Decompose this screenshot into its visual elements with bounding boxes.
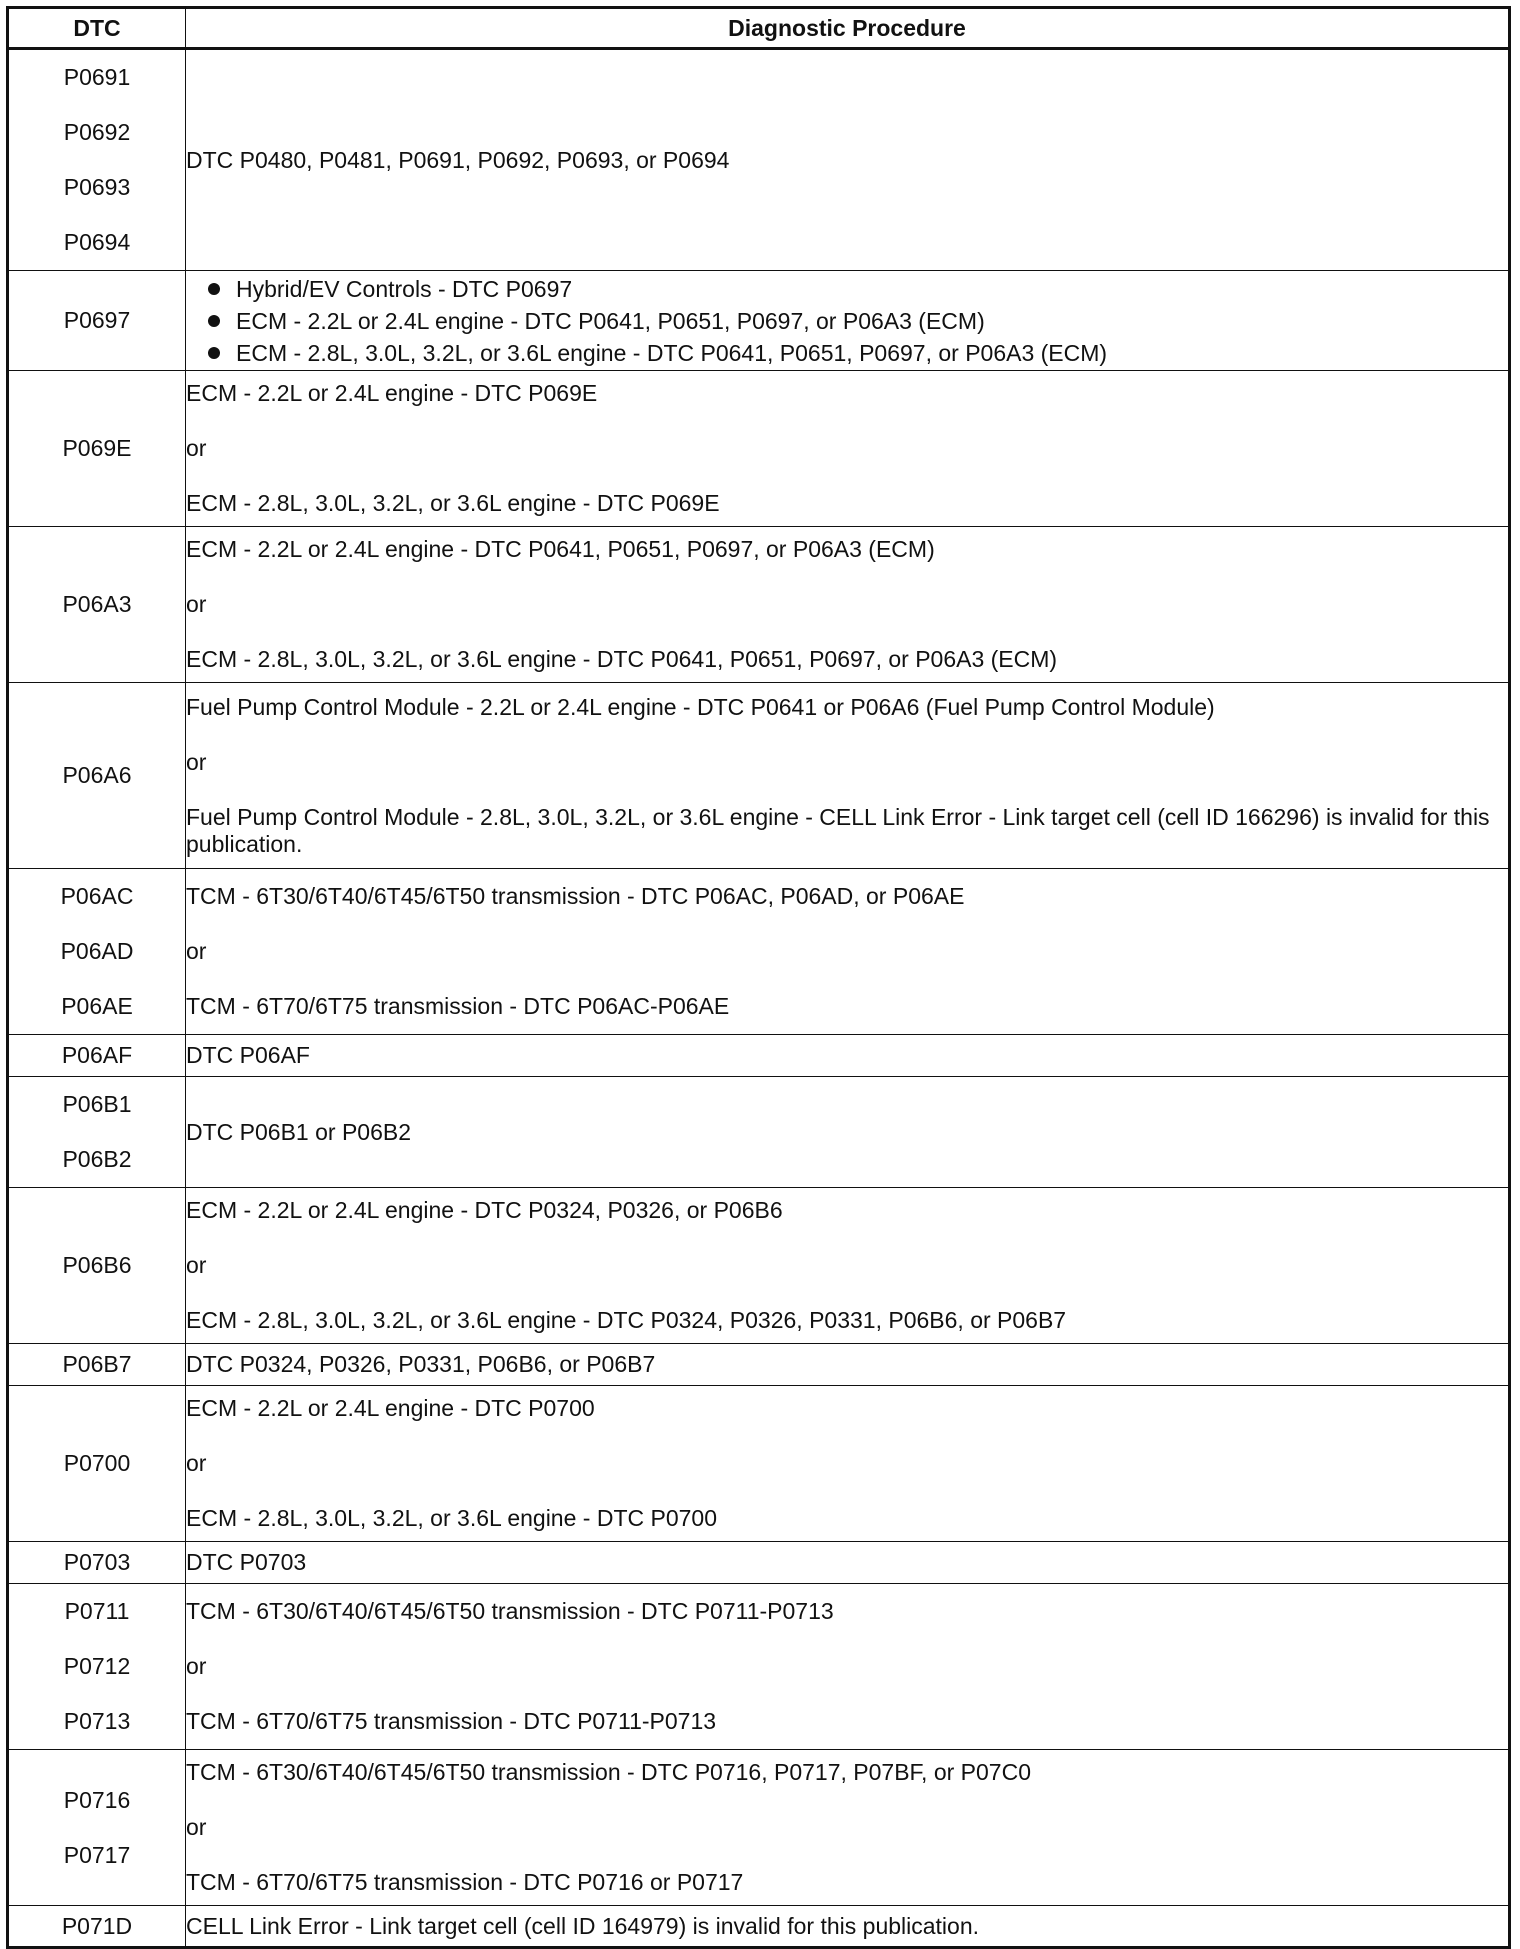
table-row (8, 1584, 1510, 1750)
dtc-cell (8, 1035, 186, 1077)
dtc-code: P06A3 (62, 591, 132, 617)
table-row (8, 683, 1510, 869)
table-row (8, 49, 1510, 271)
header-row (8, 8, 1510, 49)
dtc-cell (8, 527, 186, 683)
dtc-code: P071D (61, 1912, 133, 1939)
or-separator: or (186, 1450, 207, 1476)
or-separator: or (186, 435, 207, 461)
dtc-code: P06B2 (62, 1146, 132, 1172)
dtc-code: P06B7 (62, 1351, 132, 1377)
procedure-cell (186, 1035, 1510, 1077)
dtc-code: P0697 (63, 307, 131, 333)
procedure-cell (186, 527, 1510, 683)
procedure-text: DTC P06AF (186, 1042, 310, 1068)
procedure-text: ECM - 2.2L or 2.4L engine - DTC P0700 (186, 1395, 595, 1421)
procedure-text: TCM - 6T70/6T75 transmission - DTC P0716 or P0717 (186, 1869, 744, 1895)
dtc-cell (8, 869, 186, 1035)
procedure-text: Hybrid/EV Controls - DTC P0697 (236, 275, 573, 302)
table-body (8, 49, 1510, 1948)
procedure-column-header: Diagnostic Procedure (186, 8, 1510, 49)
procedure-text: DTC P0480, P0481, P0691, P0692, P0693, or P0694 (186, 146, 730, 173)
procedure-bullet-item (206, 337, 1508, 369)
dtc-code: P0716 (63, 1786, 131, 1813)
procedure-cell (186, 1542, 1510, 1584)
procedure-bullet-item (206, 273, 1508, 305)
dtc-cell (8, 1542, 186, 1584)
table-row (8, 371, 1510, 527)
table-row (8, 1386, 1510, 1542)
table-row (8, 271, 1510, 371)
procedure-text: ECM - 2.8L, 3.0L, 3.2L, or 3.6L engine - DTC P0700 (186, 1505, 717, 1531)
dtc-code: P0694 (63, 229, 131, 255)
table-row (8, 1542, 1510, 1584)
dtc-code: P0691 (63, 64, 131, 90)
dtc-code: P0712 (63, 1653, 131, 1679)
dtc-cell (8, 271, 186, 371)
procedure-text: ECM - 2.8L, 3.0L, 3.2L, or 3.6L engine - DTC P0641, P0651, P0697, or P06A3 (ECM) (236, 339, 1108, 366)
dtc-code: P06AF (61, 1042, 133, 1068)
procedure-text: TCM - 6T30/6T40/6T45/6T50 transmission - DTC P06AC, P06AD, or P06AE (186, 883, 965, 909)
dtc-code: P0711 (64, 1598, 130, 1624)
dtc-code: P0693 (63, 174, 131, 200)
procedure-cell (186, 1188, 1510, 1344)
table-row (8, 1906, 1510, 1948)
procedure-text: ECM - 2.2L or 2.4L engine - DTC P0641, P0651, P0697, or P06A3 (ECM) (236, 307, 985, 334)
dtc-code: P06A6 (62, 762, 132, 788)
procedure-cell (186, 869, 1510, 1035)
procedure-cell (186, 371, 1510, 527)
dtc-cell (8, 1906, 186, 1948)
procedure-cell (186, 1750, 1510, 1906)
procedure-text: DTC P06B1 or P06B2 (186, 1118, 412, 1145)
procedure-text: DTC P0703 (186, 1549, 307, 1575)
procedure-text: ECM - 2.2L or 2.4L engine - DTC P0641, P0651, P0697, or P06A3 (ECM) (186, 536, 935, 562)
procedure-text: Fuel Pump Control Module - 2.2L or 2.4L engine - DTC P0641 or P06A6 (Fuel Pump Control Module) (186, 693, 1215, 720)
dtc-code: P06AE (61, 993, 133, 1019)
table-row (8, 1750, 1510, 1906)
procedure-cell (186, 271, 1510, 371)
or-separator: or (186, 1814, 207, 1840)
bullet-icon (208, 283, 220, 295)
procedure-text: TCM - 6T30/6T40/6T45/6T50 transmission - DTC P0711-P0713 (186, 1598, 834, 1624)
procedure-text: ECM - 2.8L, 3.0L, 3.2L, or 3.6L engine - DTC P069E (186, 490, 720, 516)
dtc-code: P06AC (60, 883, 134, 909)
bullet-icon (208, 347, 220, 359)
dtc-cell (8, 1386, 186, 1542)
procedure-text: TCM - 6T70/6T75 transmission - DTC P0711-P0713 (186, 1708, 717, 1734)
or-separator: or (186, 938, 207, 964)
procedure-text: TCM - 6T70/6T75 transmission - DTC P06AC-P06AE (186, 993, 730, 1019)
or-separator: or (186, 591, 207, 617)
procedure-text: ECM - 2.8L, 3.0L, 3.2L, or 3.6L engine - DTC P0324, P0326, P0331, P06B6, or P06B7 (186, 1307, 1067, 1333)
procedure-text: TCM - 6T30/6T40/6T45/6T50 transmission - DTC P0716, P0717, P07BF, or P07C0 (186, 1759, 1031, 1785)
dtc-cell (8, 1584, 186, 1750)
dtc-code: P0700 (63, 1450, 131, 1476)
dtc-code: P0703 (63, 1549, 131, 1575)
table-row (8, 1077, 1510, 1188)
or-separator: or (186, 1653, 207, 1679)
procedure-cell (186, 1077, 1510, 1188)
procedure-cell (186, 683, 1510, 869)
procedure-text: ECM - 2.2L or 2.4L engine - DTC P069E (186, 380, 598, 406)
procedure-bullet-item (206, 305, 1508, 337)
dtc-cell (8, 1344, 186, 1386)
dtc-cell (8, 49, 186, 271)
table-row (8, 1188, 1510, 1344)
dtc-code: P06AD (60, 938, 134, 964)
procedure-text: Fuel Pump Control Module - 2.8L, 3.0L, 3.2L, or 3.6L engine - CELL Link Error - Link target cell (cell ID 166296) is invalid for this publication. (186, 803, 1490, 857)
table-row (8, 527, 1510, 683)
table-row (8, 1035, 1510, 1077)
procedure-text: CELL Link Error - Link target cell (cell ID 164979) is invalid for this publication. (186, 1912, 980, 1939)
procedure-text: ECM - 2.2L or 2.4L engine - DTC P0324, P0326, or P06B6 (186, 1197, 783, 1223)
or-separator: or (186, 748, 207, 775)
procedure-cell (186, 1386, 1510, 1542)
or-separator: or (186, 1252, 207, 1278)
procedure-bullet-list (186, 273, 1508, 369)
dtc-code: P0692 (63, 119, 131, 145)
procedure-cell (186, 49, 1510, 271)
dtc-cell (8, 683, 186, 869)
procedure-cell (186, 1906, 1510, 1948)
bullet-icon (208, 315, 220, 327)
dtc-code: P0713 (63, 1708, 131, 1734)
dtc-code: P06B6 (62, 1252, 132, 1278)
dtc-code: P0717 (63, 1841, 131, 1868)
dtc-cell (8, 371, 186, 527)
table-row (8, 869, 1510, 1035)
procedure-text: ECM - 2.8L, 3.0L, 3.2L, or 3.6L engine - DTC P0641, P0651, P0697, or P06A3 (ECM) (186, 646, 1058, 672)
procedure-cell (186, 1344, 1510, 1386)
dtc-table (6, 6, 1511, 1949)
dtc-code: P06B1 (62, 1091, 132, 1117)
dtc-cell (8, 1188, 186, 1344)
table-row (8, 1344, 1510, 1386)
dtc-cell (8, 1077, 186, 1188)
procedure-cell (186, 1584, 1510, 1750)
procedure-text: DTC P0324, P0326, P0331, P06B6, or P06B7 (186, 1351, 656, 1377)
dtc-cell (8, 1750, 186, 1906)
dtc-column-header: DTC (8, 8, 186, 49)
dtc-code: P069E (62, 435, 132, 461)
